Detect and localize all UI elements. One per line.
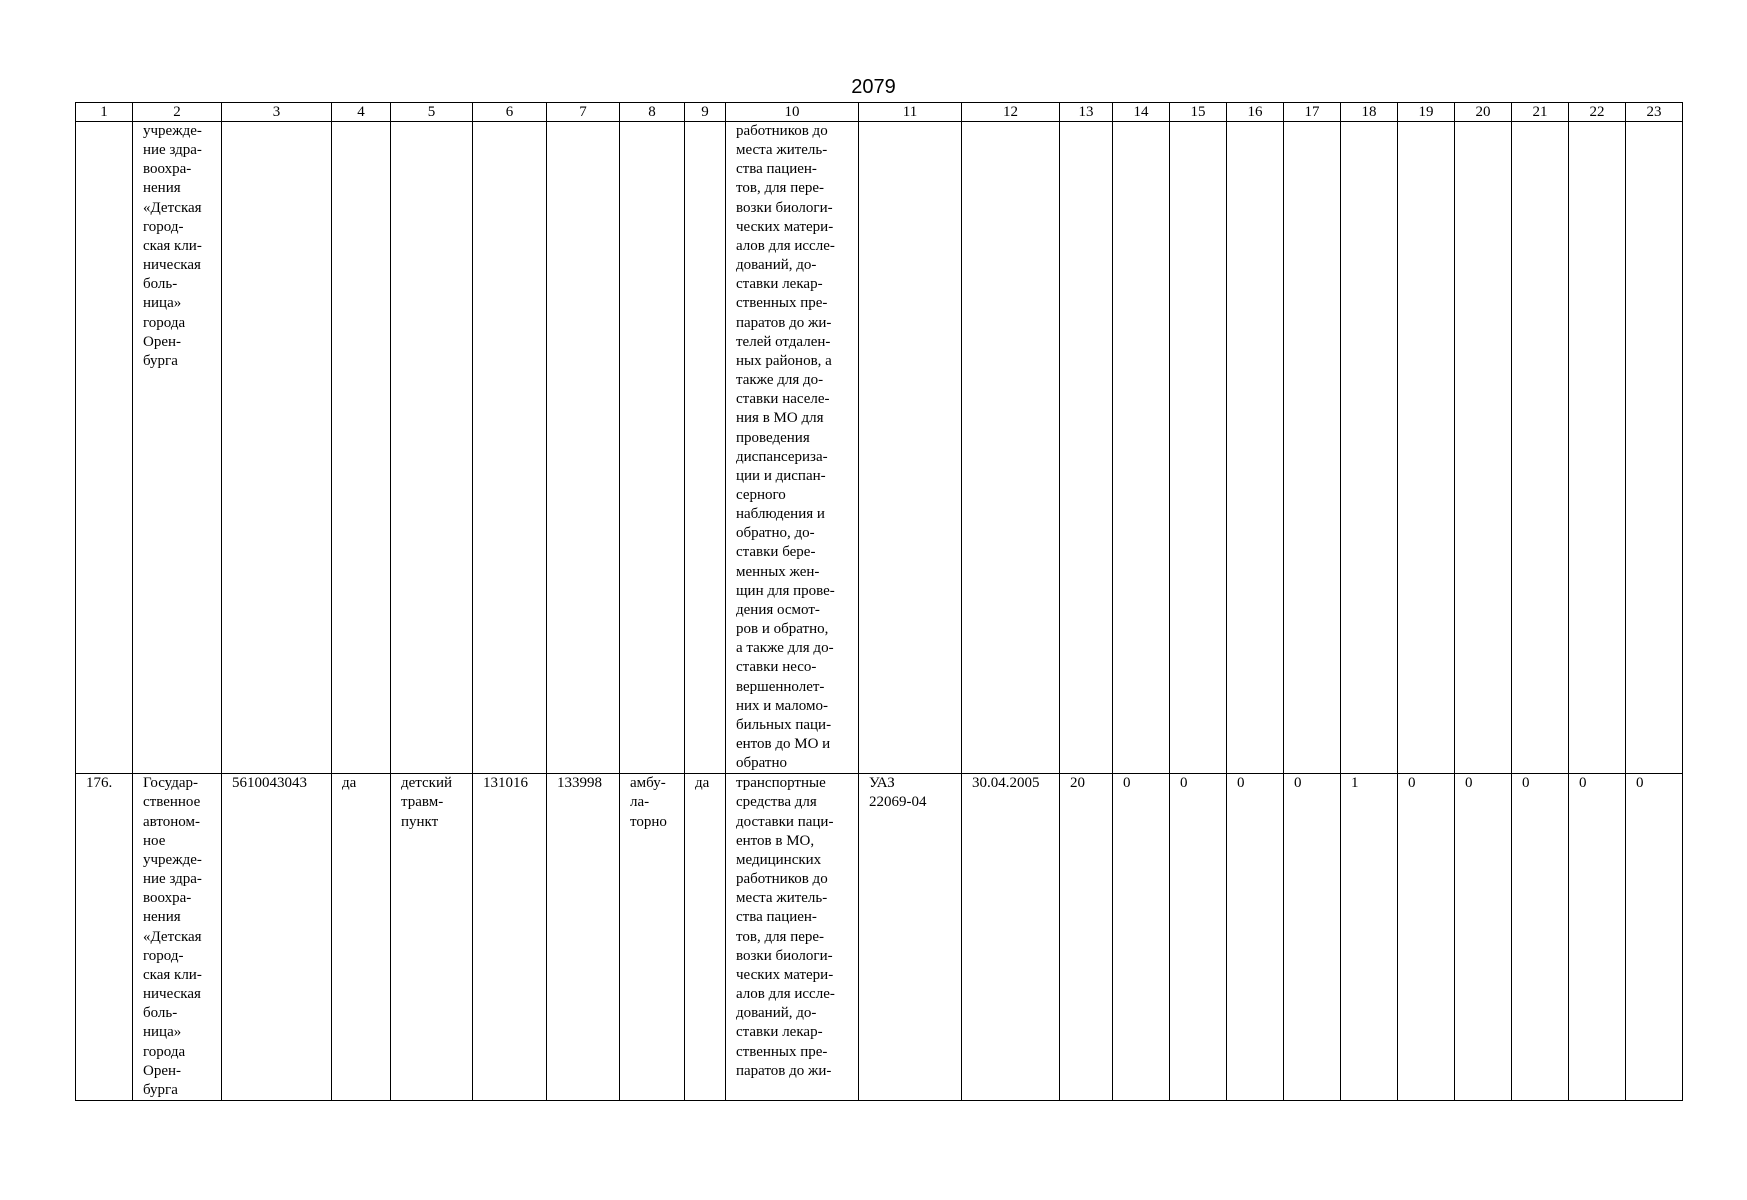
register-table <box>75 102 1683 1101</box>
table-cell-col-15: 0 <box>1170 774 1227 1101</box>
column-number-row <box>76 103 1683 122</box>
column-number-cell: 17 <box>1284 103 1341 122</box>
column-number-cell: 6 <box>473 103 547 122</box>
column-number-cell: 16 <box>1227 103 1284 122</box>
column-number-cell: 14 <box>1113 103 1170 122</box>
table-cell-col-1 <box>76 122 133 774</box>
column-number-cell: 23 <box>1626 103 1683 122</box>
table-cell-col-19: 0 <box>1398 774 1455 1101</box>
column-number-cell: 15 <box>1170 103 1227 122</box>
table-row <box>76 122 1683 774</box>
table-cell-col-21: 0 <box>1512 774 1569 1101</box>
table-cell-col-8 <box>620 122 685 774</box>
column-number-cell: 13 <box>1060 103 1113 122</box>
column-number-cell: 12 <box>962 103 1060 122</box>
column-number-cell: 22 <box>1569 103 1626 122</box>
table-row <box>76 774 1683 1101</box>
table-cell-col-3: 5610043043 <box>222 774 332 1101</box>
table-cell-col-4: да <box>332 774 391 1101</box>
table-cell-col-20 <box>1455 122 1512 774</box>
column-number-cell: 2 <box>133 103 222 122</box>
column-number-cell: 9 <box>685 103 726 122</box>
table-cell-col-6 <box>473 122 547 774</box>
table-cell-col-22: 0 <box>1569 774 1626 1101</box>
table-cell-col-13 <box>1060 122 1113 774</box>
column-number-cell: 4 <box>332 103 391 122</box>
table-cell-col-13: 20 <box>1060 774 1113 1101</box>
table-cell-col-2: учрежде- ние здра- воохра- нения «Детская город- ская кли- ническая боль- ница» города Орен- бурга <box>133 122 222 774</box>
table-cell-col-9 <box>685 122 726 774</box>
column-number-cell: 19 <box>1398 103 1455 122</box>
table-cell-col-14: 0 <box>1113 774 1170 1101</box>
table-cell-col-23: 0 <box>1626 774 1683 1101</box>
table-cell-col-5 <box>391 122 473 774</box>
table-cell-col-11: УАЗ 22069-04 <box>859 774 962 1101</box>
column-number-cell: 1 <box>76 103 133 122</box>
column-number-cell: 5 <box>391 103 473 122</box>
column-number-cell: 11 <box>859 103 962 122</box>
table-cell-col-7: 133998 <box>547 774 620 1101</box>
table-cell-col-15 <box>1170 122 1227 774</box>
column-number-cell: 8 <box>620 103 685 122</box>
table-cell-col-3 <box>222 122 332 774</box>
table-cell-col-1: 176. <box>76 774 133 1101</box>
table-cell-col-17: 0 <box>1284 774 1341 1101</box>
table-cell-col-10: работников до места житель- ства пациен- тов, для пере- возки биологи- ческих матери- алов для иссле- дований, до- ставки лекар- ственных пре- паратов до жи- телей отдален- ных районов, а также для до- ставки населе- ния в МО для проведения диспансериза- ции и диспан- серного наблюдения и обратно, до- ставки бере- менных жен- щин для прове- дения осмот- ров и обратно, а также для до- ставки несо- вершеннолет- них и маломо- бильных паци- ентов до МО и обратно <box>726 122 859 774</box>
column-number-cell: 10 <box>726 103 859 122</box>
table-cell-col-5: детский травм- пункт <box>391 774 473 1101</box>
table-cell-col-19 <box>1398 122 1455 774</box>
table-cell-col-14 <box>1113 122 1170 774</box>
column-number-cell: 7 <box>547 103 620 122</box>
table-cell-col-18: 1 <box>1341 774 1398 1101</box>
column-number-cell: 18 <box>1341 103 1398 122</box>
table-cell-col-6: 131016 <box>473 774 547 1101</box>
table-cell-col-9: да <box>685 774 726 1101</box>
table-cell-col-12 <box>962 122 1060 774</box>
table-cell-col-11 <box>859 122 962 774</box>
table-cell-col-22 <box>1569 122 1626 774</box>
table-cell-col-4 <box>332 122 391 774</box>
table-cell-col-7 <box>547 122 620 774</box>
table-cell-col-17 <box>1284 122 1341 774</box>
page-number: 2079 <box>851 76 896 98</box>
table-cell-col-18 <box>1341 122 1398 774</box>
table-cell-col-8: амбу- ла- торно <box>620 774 685 1101</box>
table-cell-col-20: 0 <box>1455 774 1512 1101</box>
table-cell-col-2: Государ- ственное автоном- ное учрежде- ние здра- воохра- нения «Детская город- ская кли- ническая боль- ница» города Орен- бурга <box>133 774 222 1101</box>
column-number-cell: 21 <box>1512 103 1569 122</box>
table-cell-col-23 <box>1626 122 1683 774</box>
table-cell-col-21 <box>1512 122 1569 774</box>
table-cell-col-16 <box>1227 122 1284 774</box>
column-number-cell: 3 <box>222 103 332 122</box>
table-cell-col-12: 30.04.2005 <box>962 774 1060 1101</box>
table-cell-col-16: 0 <box>1227 774 1284 1101</box>
column-number-cell: 20 <box>1455 103 1512 122</box>
table-cell-col-10: транспортные средства для доставки паци- ентов в МО, медицинских работников до места житель- ства пациен- тов, для пере- возки биологи- ческих матери- алов для иссле- дований, до- ставки лекар- ственных пре- паратов до жи- <box>726 774 859 1101</box>
